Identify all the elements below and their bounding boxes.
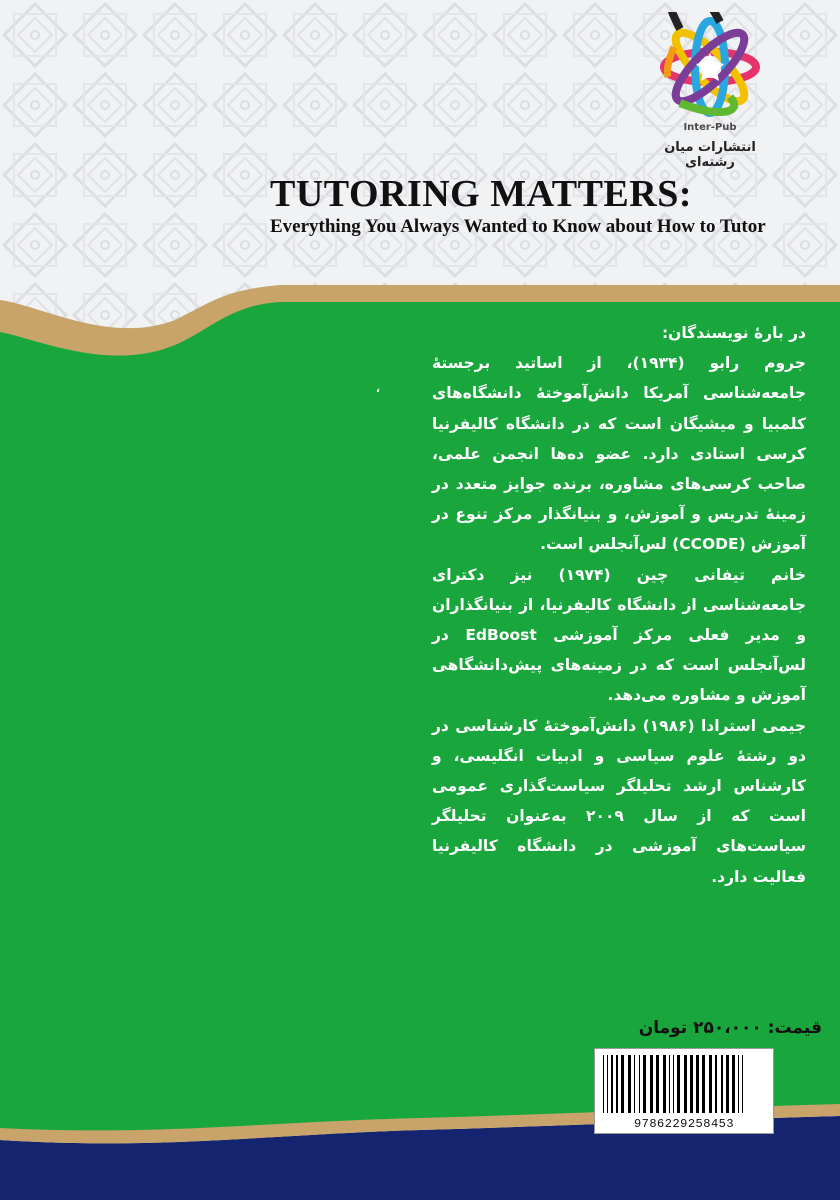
barcode-bar — [715, 1055, 717, 1113]
barcode-bar — [663, 1055, 666, 1113]
author-bio-chin: خانم تیفانی چین (۱۹۷۴) نیز دکترای جامعه‌شناسی از دانشگاه کالیفرنیا، از بنیانگذاران و مدیر فعلی مرکز آموزشی EdBoost در لس‌آنجلس است که در زمینه‌های پیش‌دانشگاهی آموزش و مشاوره می‌دهد. — [432, 565, 807, 705]
author-bio-estrada: جیمی استرادا (۱۹۸۶) دانش‌آموختۀ کارشناسی در دو رشتۀ علوم سیاسی و ادبیات انگلیسی، و کارشناس ارشد تحلیلگر سیاست‌گذاری عمومی است که از سال ۲۰۰۹ به‌عنوان تحلیلگر سیاست‌های آموزشی در دانشگاه کالیفرنیا فعالیت دارد. — [432, 716, 806, 886]
barcode-bar — [709, 1055, 712, 1113]
authors-heading: در بارۀ نویسندگان: — [661, 324, 806, 342]
publisher-name-en: Inter-Pub — [683, 122, 737, 133]
barcode-bar — [643, 1055, 646, 1113]
barcode-bar — [732, 1055, 735, 1113]
isbn-number: 9786229258453 — [633, 1117, 735, 1131]
barcode-bar — [616, 1055, 618, 1113]
barcode-bar — [742, 1055, 743, 1113]
barcode-bar — [656, 1055, 659, 1113]
barcode-bar — [684, 1055, 687, 1113]
book-subtitle: Everything You Always Wanted to Know about How to Tutor — [270, 216, 766, 237]
publisher-name-fa: انتشارات میان رشته‌ای — [664, 140, 756, 170]
barcode-bars — [601, 1055, 767, 1113]
barcode-bar — [621, 1055, 624, 1113]
barcode-bar — [726, 1055, 729, 1113]
ribbon-logo-icon — [650, 12, 770, 122]
barcode-bar — [702, 1055, 705, 1113]
barcode-bar — [607, 1055, 608, 1113]
barcode-bar — [721, 1055, 723, 1113]
author-bio-rabow: جروم رابو (۱۹۳۴)، از اساتید برجستۀ جامعه‌شناسی آمریکا دانش‌آموختۀ دانشگاه‌های کلمبیا و میشیگان است که در دانشگاه کالیفرنیا کرسی استادی دارد. عضو ده‌ها انجمن علمی، صاحب کرسی‌های مشاوره، برنده جوایز متعدد در زمینۀ تدریس و آموزش، و بنیانگذار مرکز تنوع در آموزش (CCODE) لس‌آنجلس است. — [432, 354, 806, 554]
barcode-bar — [628, 1055, 631, 1113]
barcode-bar — [677, 1055, 680, 1113]
authors-blurb — [432, 318, 806, 892]
stray-mark: ، — [376, 384, 380, 395]
barcode-bar — [669, 1055, 670, 1113]
barcode-bar — [650, 1055, 653, 1113]
barcode-bar — [603, 1055, 604, 1113]
barcode-bar — [696, 1055, 699, 1113]
barcode-bar — [634, 1055, 635, 1113]
price-label: قیمت: ۲۵۰،۰۰۰ تومان — [638, 1018, 822, 1038]
barcode-bar — [611, 1055, 613, 1113]
barcode-bar — [639, 1055, 640, 1113]
book-title: TUTORING MATTERS: — [270, 173, 692, 215]
barcode-bar — [690, 1055, 693, 1113]
publisher-logo — [650, 12, 770, 170]
barcode-bar — [738, 1055, 739, 1113]
isbn-barcode — [594, 1048, 774, 1134]
barcode-bar — [673, 1055, 674, 1113]
